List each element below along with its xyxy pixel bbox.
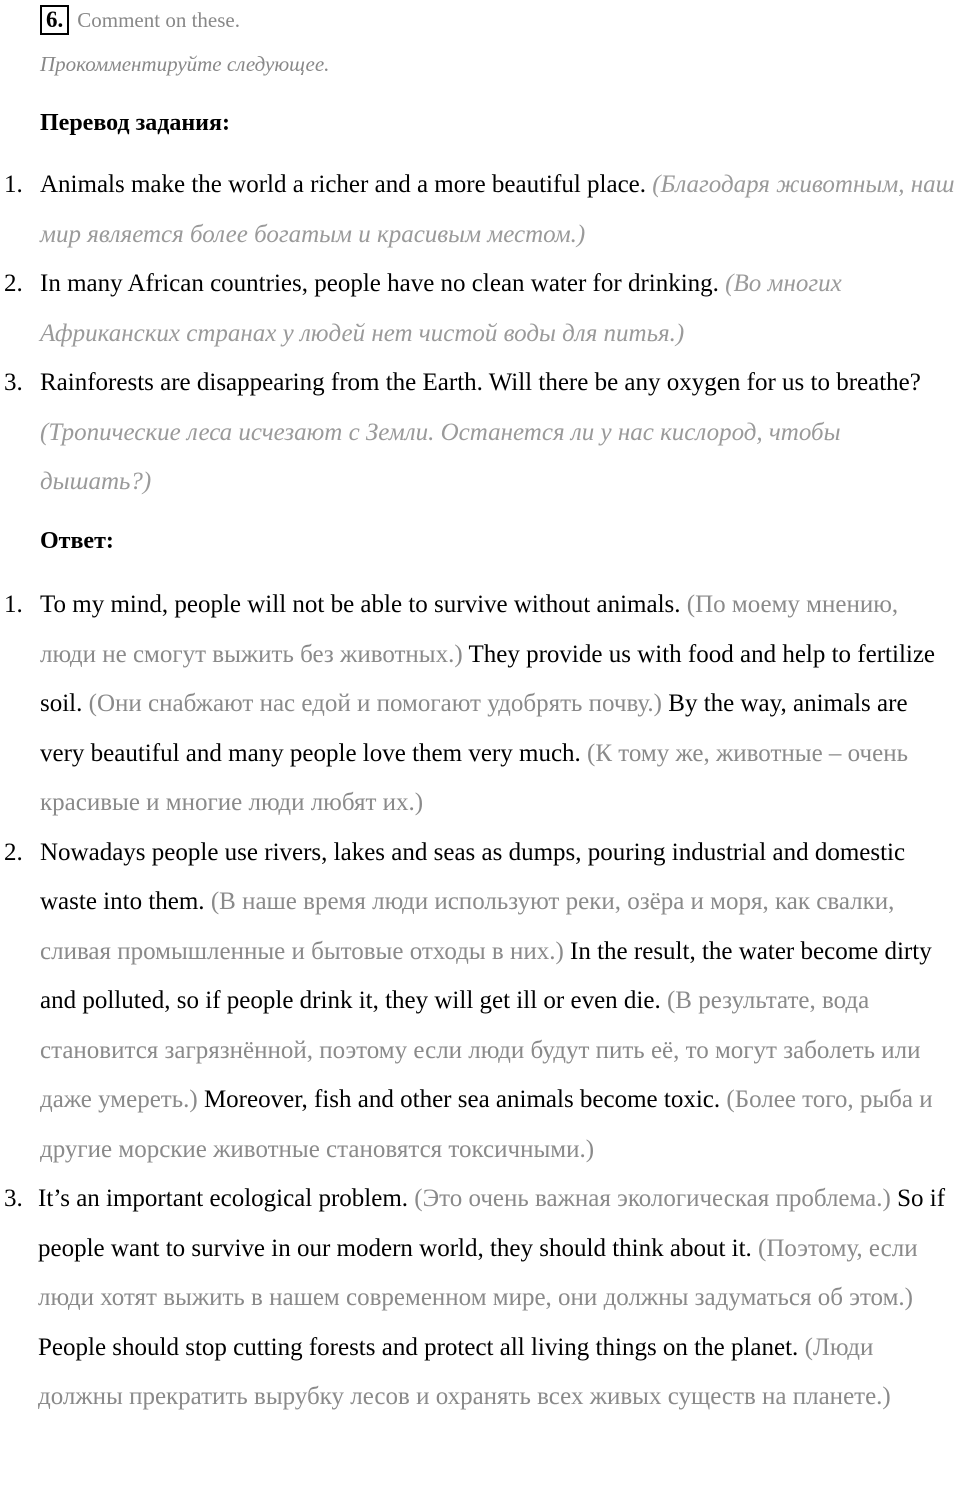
- answer-text: So if people want to survive in our modern world, they should think about it.: [38, 1185, 946, 1262]
- item-english-text: In many African countries, people have no clean water for drinking.: [40, 270, 719, 297]
- exercise-number: 6.: [40, 5, 69, 35]
- translation-list: [0, 160, 960, 507]
- translation-item: [0, 259, 960, 358]
- answer-translation: (Поэтому, если люди хотят выжить в нашем современном мире, они должны задуматься об этом.): [38, 1234, 918, 1311]
- item-number: 2.: [4, 270, 23, 297]
- answer-text: By the way, animals are very beautiful and many people love them very much.: [40, 690, 908, 767]
- answer-translation: (В результате, вода становится загрязнённой, поэтому если люди будут пить её, то могут заболеть или даже умереть.): [40, 987, 921, 1113]
- answer-translation: (Люди должны прекратить вырубку лесов и охранять всех живых существ на планете.): [38, 1333, 891, 1410]
- item-russian-text: (Тропические леса исчезают с Земли. Останется ли у нас кислород, чтобы дышать?): [40, 418, 841, 495]
- exercise-instruction-ru: Прокомментируйте следующее.: [40, 52, 330, 76]
- answer-translation: (В наше время люди используют реки, озёра и моря, как свалки, сливая промышленные и бытовые отходы в них.): [40, 888, 895, 965]
- translation-heading: Перевод задания:: [40, 110, 230, 136]
- translation-item: [0, 160, 960, 259]
- item-number: 1.: [4, 171, 23, 198]
- item-number: 3.: [4, 1185, 23, 1212]
- item-number: 3.: [4, 369, 23, 396]
- answer-item: [0, 828, 960, 1175]
- answer-translation: (Это очень важная экологическая проблема.): [408, 1185, 891, 1212]
- item-russian-text: (Благодаря животным, наш мир является более богатым и красивым местом.): [40, 171, 955, 248]
- answer-translation: (Более того, рыба и другие морские животные становятся токсичными.): [40, 1086, 933, 1163]
- item-number: 1.: [4, 591, 23, 618]
- answer-translation: (К тому же, животные – очень красивые и многие люди любят их.): [40, 739, 908, 816]
- exercise-instruction: Comment on these.: [77, 7, 240, 32]
- item-russian-text: (Во многих Африканских странах у людей нет чистой воды для питья.): [40, 270, 842, 347]
- item-english-text: Rainforests are disappearing from the Earth. Will there be any oxygen for us to breathe?: [40, 369, 921, 396]
- answer-item: [0, 1174, 960, 1422]
- answer-text: People should stop cutting forests and protect all living things on the planet.: [38, 1333, 799, 1361]
- answer-item: [0, 580, 960, 828]
- answer-translation: (Они снабжают нас едой и помогают удобрять почву.): [82, 690, 663, 717]
- item-english-text: Animals make the world a richer and a more beautiful place.: [40, 171, 647, 198]
- answer-text: Moreover, fish and other sea animals become toxic.: [197, 1086, 721, 1113]
- answer-text: It’s an important ecological problem.: [38, 1185, 409, 1212]
- answer-translation: (По моему мнению, люди не смогут выжить без животных.): [40, 591, 899, 668]
- answer-text: Nowadays people use rivers, lakes and seas as dumps, pouring industrial and domestic waste into them.: [40, 838, 906, 915]
- translation-item: [0, 358, 960, 507]
- answer-heading: Ответ:: [40, 528, 114, 554]
- answer-text: They provide us with food and help to fertilize soil.: [40, 640, 936, 717]
- item-number: 2.: [4, 838, 23, 866]
- answer-text: To my mind, people will not be able to survive without animals.: [40, 591, 681, 618]
- answer-text: In the result, the water become dirty and polluted, so if people drink it, they will get ill or even die.: [40, 937, 932, 1014]
- exercise-header: [40, 4, 240, 36]
- answer-list: [0, 580, 960, 1422]
